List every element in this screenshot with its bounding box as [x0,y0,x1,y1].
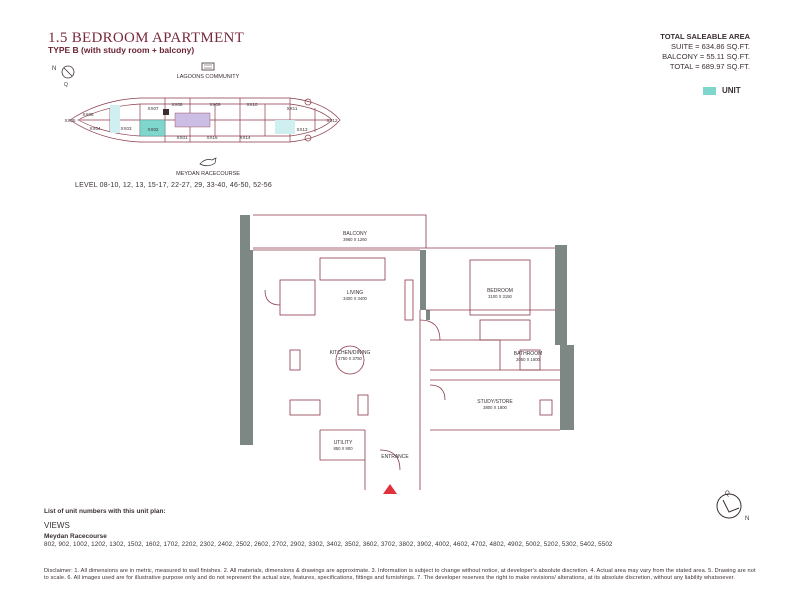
page-title: 1.5 BEDROOM APARTMENT [48,30,245,46]
unit-label: XX05 [64,118,76,123]
unit-legend [703,86,741,95]
entrance-arrow-icon [383,484,397,494]
area-summary [660,32,750,72]
unit-label: XX06 [82,112,94,117]
views-unit-numbers: 802, 902, 1002, 1202, 1302, 1502, 1602, 1702, 2202, 2302, 2402, 2502, 2602, 2702, 2902, 3302, 3402, 3502, 3602, 3702, 3802, 3902, 4002, 4602, 4702, 4802, 4902, 5002, 5202, 5302, 5402, 5502 [44,541,613,548]
unit-label: XX02 [147,127,159,132]
keyplan-bottom-label: MEYDAN RACECOURSE [176,171,240,177]
views-heading: VIEWS [44,521,70,530]
unit-label: XX09 [209,102,221,107]
page-subtitle: TYPE B (with study room + balcony) [48,45,195,55]
bedroom-dims: 3100 X 3150 [488,294,512,299]
keyplan-compass-icon [52,66,74,88]
living-dims: 3400 X 3400 [343,296,367,301]
bathroom-dims: 2050 X 1600 [516,357,540,362]
area-balcony: BALCONY = 55.11 SQ.FT. [662,52,750,61]
area-suite: SUITE = 634.86 SQ.FT. [671,42,750,51]
unit-label: XX16 [206,135,218,140]
compass-q: Q [725,491,730,497]
unit-label: XX13 [296,127,308,132]
balcony-dims: 3960 X 1260 [343,237,367,242]
keyplan-top-label: LAGOONS COMMUNITY [176,74,240,80]
area-heading: TOTAL SALEABLE AREA [660,32,750,41]
unit-label: XX12 [326,118,338,123]
bathroom-label: BATHROOM [513,351,543,357]
unit-list-label: List of unit numbers with this unit plan: [44,508,166,515]
utility-dims: 850 X 900 [333,446,353,451]
views-subheading: Meydan Racecourse [44,533,107,540]
key-plan [40,60,350,190]
bedroom-label: BEDROOM [487,288,513,294]
unit-label: XX01 [176,135,188,140]
corridor-right [275,120,295,134]
floor-plan [230,210,590,500]
corridor-left [110,105,120,133]
unit-label: XX04 [89,126,101,131]
unit-legend-swatch [703,87,716,95]
utility-label: UTILITY [333,440,353,446]
core-marker [163,109,169,115]
keyplan-compass-n: N [52,66,57,72]
compass-icon [705,488,755,524]
unit-label: XX14 [239,135,251,140]
study-dims: 3800 X 1800 [483,405,507,410]
balcony-label: BALCONY [343,231,367,237]
area-total: TOTAL = 689.97 SQ.FT. [669,62,750,71]
keyplan-compass-q: Q [64,82,68,88]
entrance-label: ENTRANCE [381,454,409,460]
disclaimer-text: Disclaimer: 1. All dimensions are in metric, measured to wall finishes. 2. All materials, dimensions & drawings are approximate. 3. Information is subject to change without notice, at developer's absolute discretion. 4. Actual area may vary from the stated area. 5. Drawing are not to scale. 6. All images used are for illustrative purpose only and do not represent the actual size, features, specifications, fittings and furnishings. 7. The developer reserves the right to make revisions/ alterations, at its absolute discretion, without any liability whatsoever. [44,568,756,581]
lagoons-icon [202,63,214,70]
unit-label: XX03 [120,126,132,131]
compass-n: N [745,516,750,522]
living-label: LIVING [346,290,364,296]
kitchen-dims: 2750 X 3750 [338,356,362,361]
unit-label: XX11 [286,106,298,111]
kitchen-label: KITCHEN/DINING [329,350,371,356]
core-area [175,113,210,127]
unit-label: XX10 [246,102,258,107]
racecourse-icon [200,158,216,166]
study-label: STUDY/STORE [477,399,513,405]
levels-text: LEVEL 08-10, 12, 13, 15-17, 22-27, 29, 33-40, 46-50, 52-56 [75,182,272,189]
unit-label: XX07 [147,106,159,111]
unit-label: XX08 [171,102,183,107]
unit-legend-label: UNIT [722,86,741,95]
